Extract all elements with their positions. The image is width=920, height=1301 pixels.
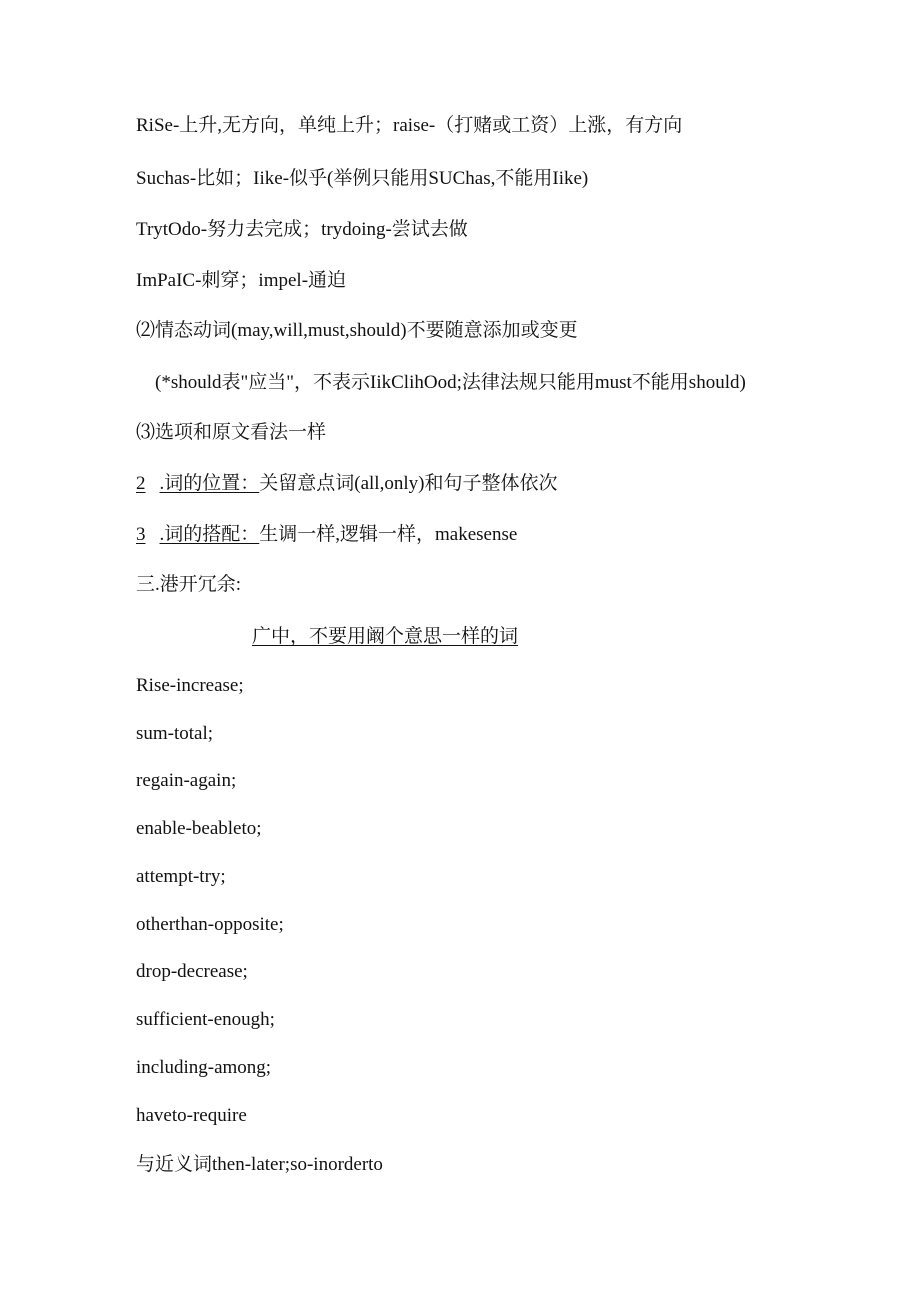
list-item: regain-again; [136,770,237,791]
item-label: .词的搭配： [159,524,260,545]
item-text: 生调一样,逻辑一样，makesense [259,524,518,545]
text-line: ⑶选项和原文看法一样 [136,422,327,443]
list-item: including-among; [136,1057,272,1078]
item-text: 关留意点词(all,only)和句子整体依次 [259,473,558,494]
list-item: haveto-require [136,1105,247,1126]
list-item: 与近义词then-later;so-inorderto [136,1154,383,1175]
item-number: 3 [136,524,146,545]
text-line: RiSe-上升,无方向，单纯上升；raise-（打赌或工资）上涨，有方向 [136,115,683,136]
list-item: attempt-try; [136,866,226,887]
text-line: Suchas-比如；Iike-似乎(举例只能用SUChas,不能用Iike) [136,168,589,189]
text-line-note: (*should表"应当"，不表示IikClihOod;法律法规只能用must不能用should) [155,372,746,393]
list-item-word-position [136,471,557,497]
list-item: otherthan-opposite; [136,914,284,935]
section-heading: 三.港开冗余: [136,574,242,595]
text-line: ImPaIC-刺穿；impel-通迫 [136,270,347,291]
list-item: enable-beableto; [136,818,262,839]
list-item-word-collocation [136,522,517,548]
list-item: sufficient-enough; [136,1009,275,1030]
list-item: drop-decrease; [136,961,248,982]
text-line: TrytOdo-努力去完成；trydoing-尝试去做 [136,219,468,240]
list-item: sum-total; [136,723,214,744]
item-number: 2 [136,473,146,494]
item-label: .词的位置： [159,473,260,494]
list-item: Rise-increase; [136,675,244,696]
section-subheading: 广中，不要用阚个意思一样的词 [252,626,519,647]
text-line: ⑵情态动词(may,will,must,should)不要随意添加或变更 [136,320,578,341]
